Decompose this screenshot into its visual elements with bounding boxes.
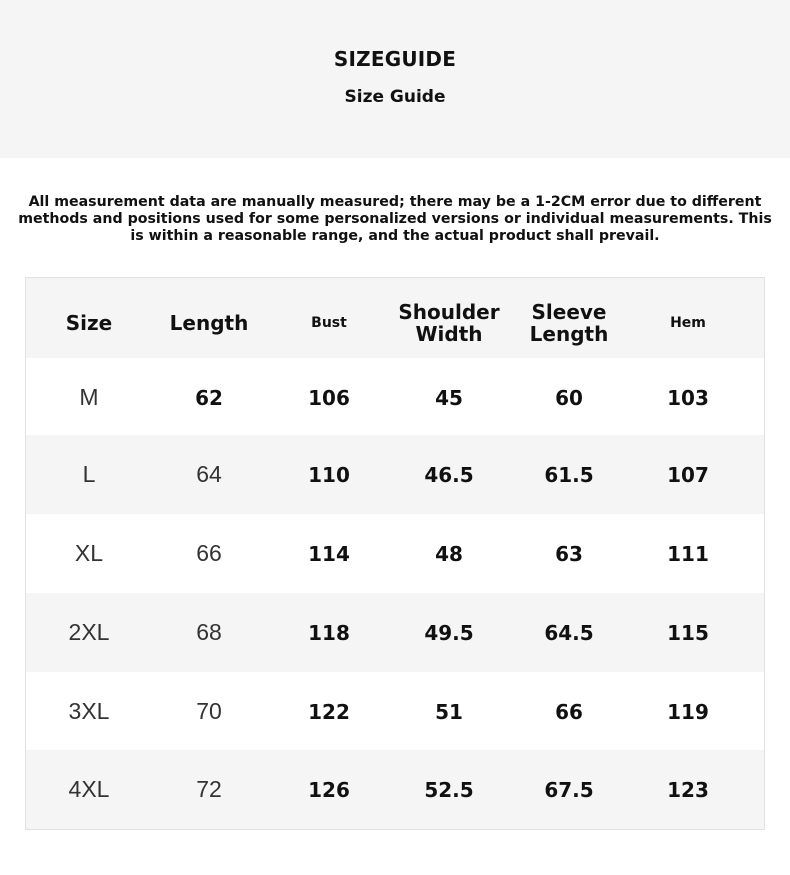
column-header-sleeve-length: Sleeve Length [529,300,609,346]
bust-cell: 110 [308,462,350,487]
column-header-hem: Hem [670,315,706,331]
length-cell: 62 [195,385,223,410]
sleeve-length-cell: 64.5 [544,620,594,645]
size-cell: 3XL [68,698,110,724]
size-cell: M [79,384,99,410]
shoulder-width-cell: 48 [435,541,463,566]
hem-cell: 119 [667,699,709,724]
column-header-length: Length [169,310,249,335]
table-header-row [26,278,764,358]
hem-cell: 103 [667,385,709,410]
shoulder-width-cell: 45 [435,385,463,410]
size-cell: 4XL [68,776,110,802]
sleeve-length-cell: 60 [555,385,583,410]
bust-cell: 126 [308,777,350,802]
measurement-notice: All measurement data are manually measured; there may be a 1-2CM error due to different methods and positions used for some personalized versions or individual measurements. This is within a reasonable range, and the actual product shall prevail. [18,194,772,244]
column-header-shoulder-width: Shoulder Width [398,300,500,346]
size-cell: 2XL [68,619,110,645]
length-cell: 66 [196,540,222,566]
hem-cell: 123 [667,777,709,802]
sleeve-length-cell: 67.5 [544,777,594,802]
table-row [26,750,764,829]
hem-cell: 115 [667,620,709,645]
sleeve-length-cell: 63 [555,541,583,566]
length-cell: 70 [196,698,222,724]
table-row [26,593,764,672]
page-title: SIZEGUIDE [333,47,457,71]
table-row [26,514,764,593]
sleeve-length-cell: 61.5 [544,462,594,487]
bust-cell: 118 [308,620,350,645]
length-cell: 64 [196,461,222,487]
bust-cell: 106 [308,385,350,410]
size-table [25,277,765,830]
table-row [26,435,764,514]
shoulder-width-cell: 52.5 [424,777,474,802]
bust-cell: 114 [308,541,350,566]
bust-cell: 122 [308,699,350,724]
page-subtitle: Size Guide [344,87,446,107]
hem-cell: 107 [667,462,709,487]
length-cell: 72 [196,776,222,802]
size-cell: XL [74,540,104,566]
shoulder-width-cell: 49.5 [424,620,474,645]
shoulder-width-cell: 46.5 [424,462,474,487]
header-band [0,0,790,158]
column-header-bust: Bust [311,315,347,331]
column-header-size: Size [65,310,113,335]
table-row [26,358,764,437]
sleeve-length-cell: 66 [555,699,583,724]
hem-cell: 111 [667,541,709,566]
shoulder-width-cell: 51 [435,699,463,724]
table-row [26,672,764,751]
size-cell: L [82,461,96,487]
length-cell: 68 [196,619,222,645]
